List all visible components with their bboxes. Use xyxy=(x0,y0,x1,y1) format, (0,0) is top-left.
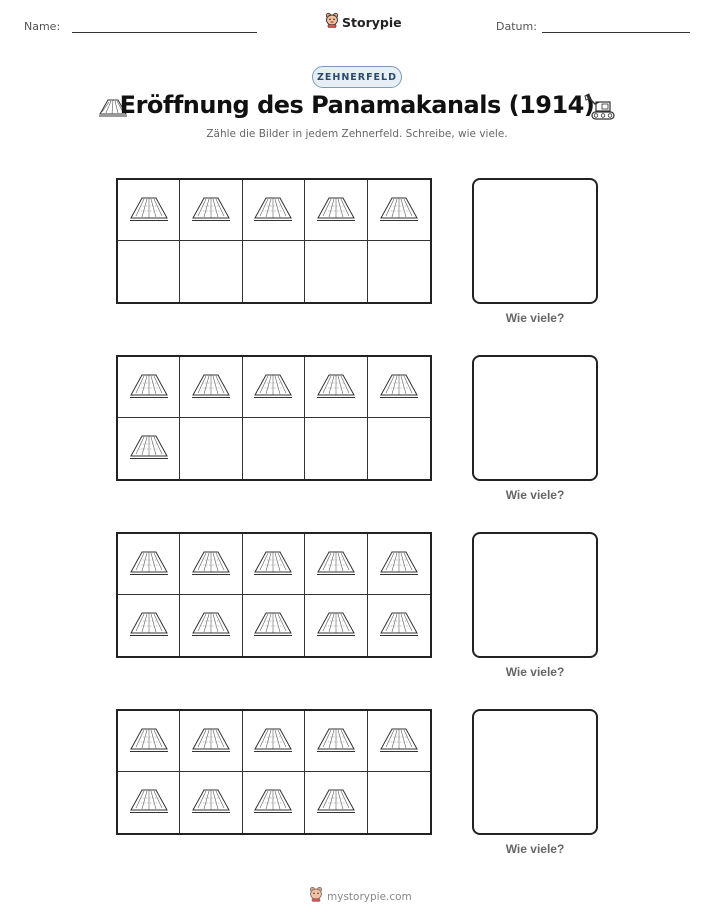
ten-frame-cell xyxy=(243,595,305,656)
ten-frame-cell xyxy=(180,418,242,479)
ten-frame-cell xyxy=(368,241,430,302)
ten-frame-cell xyxy=(243,357,305,418)
ten-frame-cell xyxy=(368,180,430,241)
name-label: Name: xyxy=(24,20,61,33)
mascot-icon xyxy=(325,12,339,33)
canal-icon xyxy=(315,370,357,405)
canal-icon xyxy=(378,547,420,582)
exercise-2 xyxy=(0,355,714,515)
canal-icon xyxy=(128,785,170,820)
canal-icon xyxy=(190,370,232,405)
storypie-logo xyxy=(325,12,402,33)
ten-frame-cell xyxy=(118,595,180,656)
exercise-3 xyxy=(0,532,714,692)
footer-url: mystorypie.com xyxy=(327,890,412,903)
ten-frame-cell xyxy=(305,595,367,656)
canal-icon xyxy=(128,724,170,759)
canal-icon xyxy=(252,724,294,759)
page-title: Eröffnung des Panamakanals (1914) xyxy=(119,91,595,119)
canal-icon xyxy=(128,370,170,405)
canal-icon xyxy=(252,785,294,820)
answer-label: Wie viele? xyxy=(505,311,565,325)
canal-icon xyxy=(128,431,170,466)
answer-label: Wie viele? xyxy=(505,665,565,679)
ten-frame-cell xyxy=(243,711,305,772)
ten-frame xyxy=(116,178,432,304)
ten-frame-cell xyxy=(305,418,367,479)
canal-icon xyxy=(128,547,170,582)
date-line[interactable] xyxy=(542,32,690,33)
ten-frame-cell xyxy=(368,357,430,418)
ten-frame-cell xyxy=(243,772,305,833)
canal-icon xyxy=(252,193,294,228)
instructions: Zähle die Bilder in jedem Zehnerfeld. Schreibe, wie viele. xyxy=(206,128,508,140)
worksheet-type-badge: ZEHNERFELD xyxy=(312,66,402,88)
excavator-icon xyxy=(583,92,617,127)
ten-frame-cell xyxy=(243,241,305,302)
canal-icon xyxy=(378,724,420,759)
date-label: Datum: xyxy=(496,20,537,33)
ten-frame-cell xyxy=(118,711,180,772)
ten-frame-cell xyxy=(305,711,367,772)
answer-box[interactable] xyxy=(472,178,598,304)
ten-frame-cell xyxy=(305,357,367,418)
exercise-1 xyxy=(0,178,714,338)
canal-icon xyxy=(315,608,357,643)
ten-frame-cell xyxy=(243,418,305,479)
canal-icon xyxy=(315,193,357,228)
name-line[interactable] xyxy=(72,32,257,33)
ten-frame-cell xyxy=(368,534,430,595)
ten-frame-cell xyxy=(368,418,430,479)
canal-icon xyxy=(315,785,357,820)
answer-box[interactable] xyxy=(472,709,598,835)
ten-frame-cell xyxy=(180,534,242,595)
canal-icon xyxy=(190,785,232,820)
canal-icon xyxy=(252,547,294,582)
exercise-4 xyxy=(0,709,714,869)
canal-icon xyxy=(378,608,420,643)
ten-frame xyxy=(116,709,432,835)
answer-label: Wie viele? xyxy=(505,488,565,502)
canal-icon xyxy=(190,608,232,643)
ten-frame-cell xyxy=(243,180,305,241)
canal-icon xyxy=(128,608,170,643)
ten-frame xyxy=(116,355,432,481)
ten-frame-cell xyxy=(180,180,242,241)
ten-frame-cell xyxy=(118,357,180,418)
ten-frame-cell xyxy=(243,534,305,595)
canal-icon xyxy=(252,608,294,643)
canal-icon xyxy=(190,193,232,228)
canal-icon xyxy=(190,547,232,582)
ten-frame-cell xyxy=(118,241,180,302)
ten-frame-cell xyxy=(305,534,367,595)
ten-frame-cell xyxy=(368,595,430,656)
canal-icon xyxy=(378,193,420,228)
ten-frame-cell xyxy=(180,711,242,772)
canal-icon xyxy=(252,370,294,405)
canal-icon xyxy=(378,370,420,405)
ten-frame-cell xyxy=(180,241,242,302)
ten-frame-cell xyxy=(368,711,430,772)
ten-frame-cell xyxy=(118,534,180,595)
answer-label: Wie viele? xyxy=(505,842,565,856)
ten-frame-cell xyxy=(118,772,180,833)
canal-icon xyxy=(315,547,357,582)
canal-icon xyxy=(315,724,357,759)
ten-frame-cell xyxy=(305,180,367,241)
ten-frame-cell xyxy=(180,357,242,418)
footer xyxy=(309,886,412,907)
canal-icon xyxy=(128,193,170,228)
answer-box[interactable] xyxy=(472,355,598,481)
mascot-icon xyxy=(309,886,323,907)
ten-frame-cell xyxy=(180,772,242,833)
ten-frame-cell xyxy=(305,772,367,833)
answer-box[interactable] xyxy=(472,532,598,658)
canal-icon xyxy=(190,724,232,759)
ten-frame-cell xyxy=(180,595,242,656)
ten-frame-cell xyxy=(118,180,180,241)
ten-frame xyxy=(116,532,432,658)
ten-frame-cell xyxy=(368,772,430,833)
ten-frame-cell xyxy=(118,418,180,479)
brand-name: Storypie xyxy=(342,15,402,30)
ten-frame-cell xyxy=(305,241,367,302)
